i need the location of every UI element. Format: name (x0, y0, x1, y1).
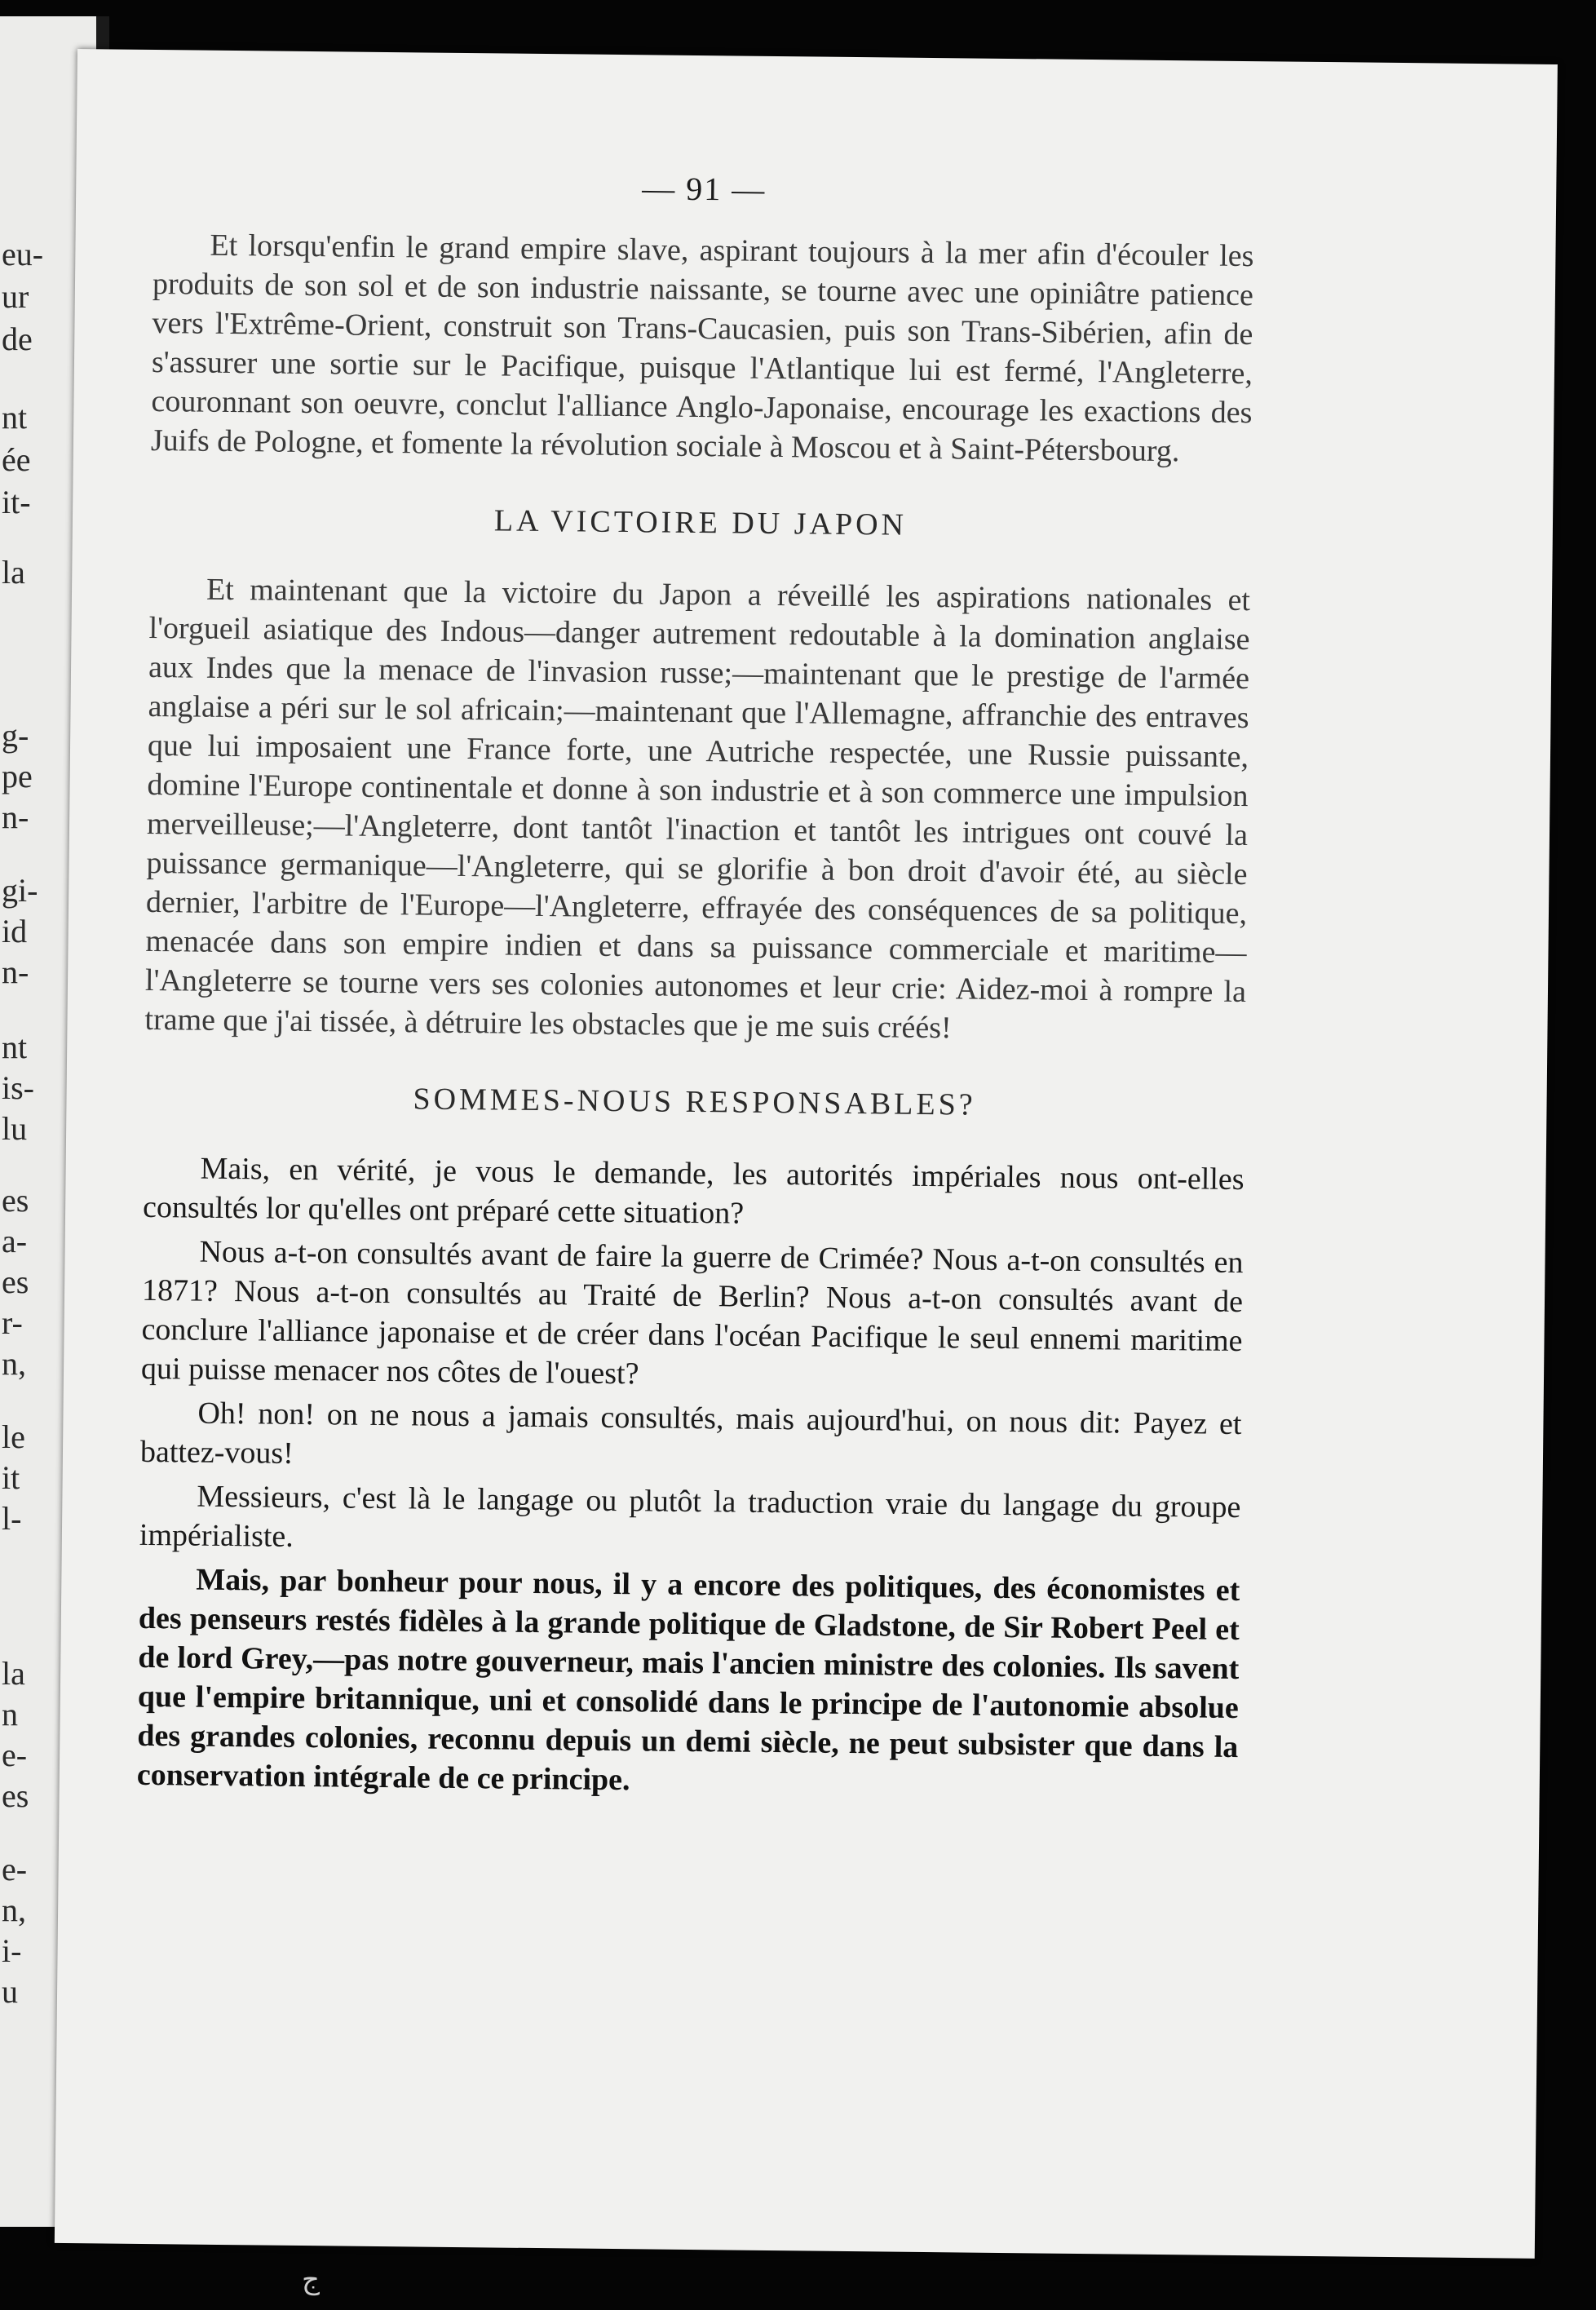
left-page-text-fragment: gi- (2, 872, 38, 909)
left-page-text-fragment: u (2, 1973, 18, 2010)
left-page-text-fragment: is- (2, 1069, 34, 1106)
left-page-text-fragment: pe (2, 758, 33, 794)
left-page-text-fragment: it- (2, 484, 31, 520)
section-heading-responsables: SOMMES-NOUS RESPONSABLES? (413, 1082, 976, 1122)
intro-paragraph: Et lorsqu'enfin le grand empire slave, aspirant toujours à la mer afin d'écouler les produits de son sol et de son industrie naissante, se tourne avec une opiniâtre patience vers l'Extrême-Orient, construit son Trans-Caucasien, puis son Trans-Sibérien, afin de s'assurer une sortie sur le Pacifique, puisque l'Atlantique lui est fermé, l'Angleterre, couronnant son oeuvre, conclut l'alliance Anglo-Japonaise, encourage les exactions des Juifs de Pologne, et fomente la révolution sociale à Moscou et à Saint-Pétersbourg. (150, 228, 1254, 469)
left-page-text-fragment: es (2, 1182, 29, 1219)
responsables-paragraph-5: Mais, par bonheur pour nous, il y a encore des politiques, des économistes et des penseurs restés fidèles à la grande politique de Gladstone, de Sir Robert Peel et de lord Grey,—pas notre gouverneur, mais l'ancien ministre des colonies. Ils savent que l'empire britannique, uni et consolidé dans le principe de l'autonomie absolue des grandes colonies, reconnu depuis un demi siècle, ne peut subsister que dans la conservation intégrale de ce principe. (136, 1562, 1240, 1798)
responsables-paragraph-1: Mais, en vérité, je vous le demande, les autorités impériales nous ont-elles consultés lor qu'elles ont préparé cette situation? (142, 1151, 1245, 1231)
left-page-text-fragment: n- (2, 799, 29, 835)
left-page-text-fragment: la (2, 1655, 25, 1692)
left-page-text-fragment: nt (2, 1029, 28, 1065)
responsables-paragraph-2: Nous a-t-on consultés avant de faire la guerre de Crimée? Nous a-t-on consultés en 1871? Nous a-t-on consultés au Traité de Berlin? Nous a-t-on consultés avant de conclure l'alliance japonaise et de créer dans l'océan Pacifique le seul ennemi maritime qui puisse menacer nos côtes de l'ouest? (140, 1234, 1244, 1392)
left-page-text-fragment: id (2, 913, 28, 949)
left-page-text-fragment: e- (2, 1737, 28, 1773)
left-page-text-fragment: n (2, 1696, 18, 1732)
left-page-text-fragment: le (2, 1418, 25, 1455)
left-page-text-fragment: ée (2, 441, 31, 478)
book-page (55, 49, 1558, 2259)
left-page-text-fragment: nt (2, 399, 28, 436)
left-page-text-fragment: n, (2, 1892, 26, 1928)
left-page-text-fragment: n, (2, 1345, 26, 1382)
left-page-text-fragment: n- (2, 954, 29, 990)
victoire-paragraph: Et maintenant que la victoire du Japon a réveillé les aspirations nationales et l'orgueil asiatique des Indous—danger autrement redoutable à la domination anglaise aux Indes que la menace de l'invasion russe;—maintenant que le prestige de l'armée anglaise a péri sur le sol africain;—maintenant que l'Allemagne, affranchie des entraves que lui imposaient une France forte, une Autriche respectée, une Russie puissante, domine l'Europe continentale et donne à son industrie et à son commerce une impulsion merveilleuse;—l'Angleterre, dont tantôt l'inaction et tantôt les intrigues ont couvé la puissance germanique—l'Angleterre, qui se glorifie à bon droit d'avoir été, au siècle dernier, l'arbitre de l'Europe—l'Angleterre, effrayée des conséquences de sa politique, menacée dans son empire indien et dans sa puissance commerciale et maritime—l'Angleterre se tourne vers ses colonies autonomes et leur crie: Aidez-moi à rompre la trame que j'ai tissée, à détruire les obstacles que je me suis créés! (144, 572, 1251, 1046)
left-page-text-fragment: l- (2, 1500, 22, 1537)
scan-artifact-mark: ج (302, 2265, 320, 2295)
left-page-text-fragment: g- (2, 717, 29, 754)
left-page-text-fragment: i- (2, 1932, 22, 1969)
left-page-text-fragment: es (2, 1777, 29, 1814)
responsables-paragraph-4: Messieurs, c'est là le langage ou plutôt la traduction vraie du langage du groupe impérialiste. (139, 1479, 1241, 1554)
left-page-text-fragment: lu (2, 1110, 28, 1147)
left-page-text-fragment: la (2, 554, 25, 591)
section-heading-victoire: LA VICTOIRE DU JAPON (493, 503, 908, 542)
left-page-text-fragment: de (2, 321, 33, 357)
left-page-text-fragment: es (2, 1263, 29, 1300)
left-page-text-fragment: it (2, 1459, 20, 1496)
left-page-text-fragment: eu- (2, 236, 44, 272)
left-page-text-fragment: ur (2, 278, 29, 315)
left-page-text-fragment: r- (2, 1304, 23, 1341)
page-number: — 91 — (642, 170, 767, 208)
page-content (137, 164, 1255, 1811)
left-page-text-fragment: a- (2, 1223, 28, 1259)
left-page-text-fragment: e- (2, 1851, 28, 1887)
responsables-paragraph-3: Oh! non! on ne nous a jamais consultés, mais aujourd'hui, on nous dit: Payez et battez-vous! (139, 1396, 1242, 1471)
